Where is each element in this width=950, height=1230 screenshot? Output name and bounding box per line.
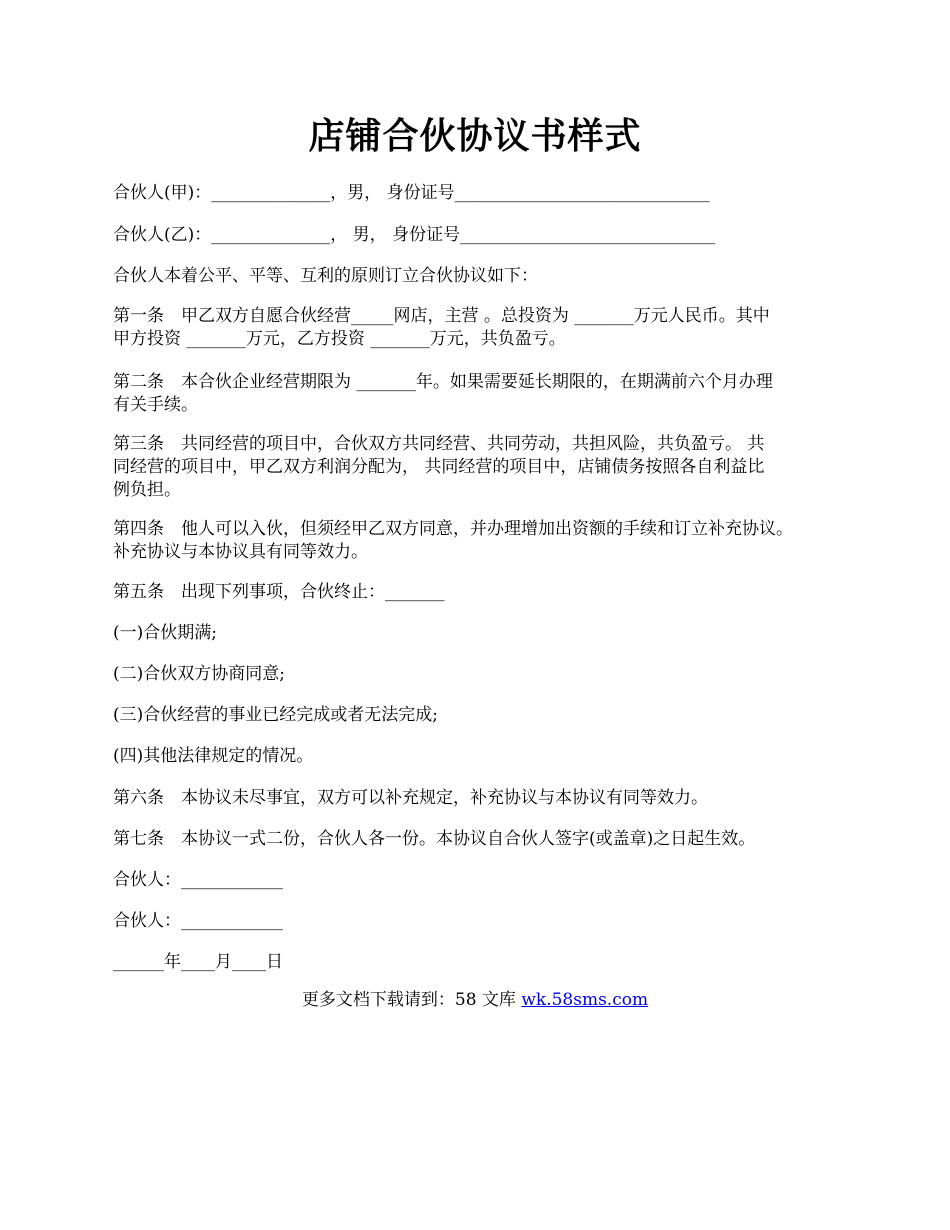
partner-b-line: 合伙人(乙)：______________， 男， 身份证号______________________________ [113,225,716,245]
termination-item-2: (二)合伙双方协商同意; [113,664,285,684]
signature-line-2: 合伙人：____________ [113,911,283,931]
article-7: 第七条 本协议一式二份，合伙人各一份。本协议自合伙人签字(或盖章)之日起生效。 [113,829,756,849]
article-1-line-2: 甲方投资 _______万元，乙方投资 _______万元，共负盈亏。 [113,329,566,349]
termination-item-1: (一)合伙期满; [113,623,217,643]
article-4-line-2: 补充协议与本协议具有同等效力。 [113,542,368,562]
date-line: ______年____月____日 [113,952,283,972]
article-3-line-2: 同经营的项目中，甲乙双方利润分配为， 共同经营的项目中，店铺债务按照各自利益比 [113,457,765,477]
article-2-line-2: 有关手续。 [113,395,198,415]
footer-text: 更多文档下载请到：58 文库 [301,990,522,1010]
article-4-line-1: 第四条 他人可以入伙，但须经甲乙双方同意，并办理增加出资额的手续和订立补充协议。 [113,519,793,539]
article-5: 第五条 出现下列事项，合伙终止：_______ [113,582,445,602]
termination-item-4: (四)其他法律规定的情况。 [113,746,314,766]
intro-paragraph: 合伙人本着公平、平等、互利的原则订立合伙协议如下： [113,266,538,286]
article-1-line-1: 第一条 甲乙双方自愿合伙经营_____网店，主营 。总投资为 _______万元人民币。其中 [113,306,770,326]
termination-item-3: (三)合伙经营的事业已经完成或者无法完成; [113,705,438,725]
footer [0,988,950,1012]
page-title: 店铺合伙协议书样式 [308,115,642,157]
article-3-line-1: 第三条 共同经营的项目中，合伙双方共同经营、共同劳动，共担风险，共负盈亏。 共 [113,434,765,454]
article-6: 第六条 本协议未尽事宜，双方可以补充规定，补充协议与本协议有同等效力。 [113,788,708,808]
article-3-line-3: 例负担。 [113,480,181,500]
partner-a-line: 合伙人(甲)：______________，男， 身份证号______________________________ [113,183,710,203]
footer-link[interactable]: wk.58sms.com [521,990,649,1010]
signature-line-1: 合伙人：____________ [113,870,283,890]
article-2-line-1: 第二条 本合伙企业经营期限为 _______年。如果需要延长期限的，在期满前六个月办理 [113,372,773,392]
